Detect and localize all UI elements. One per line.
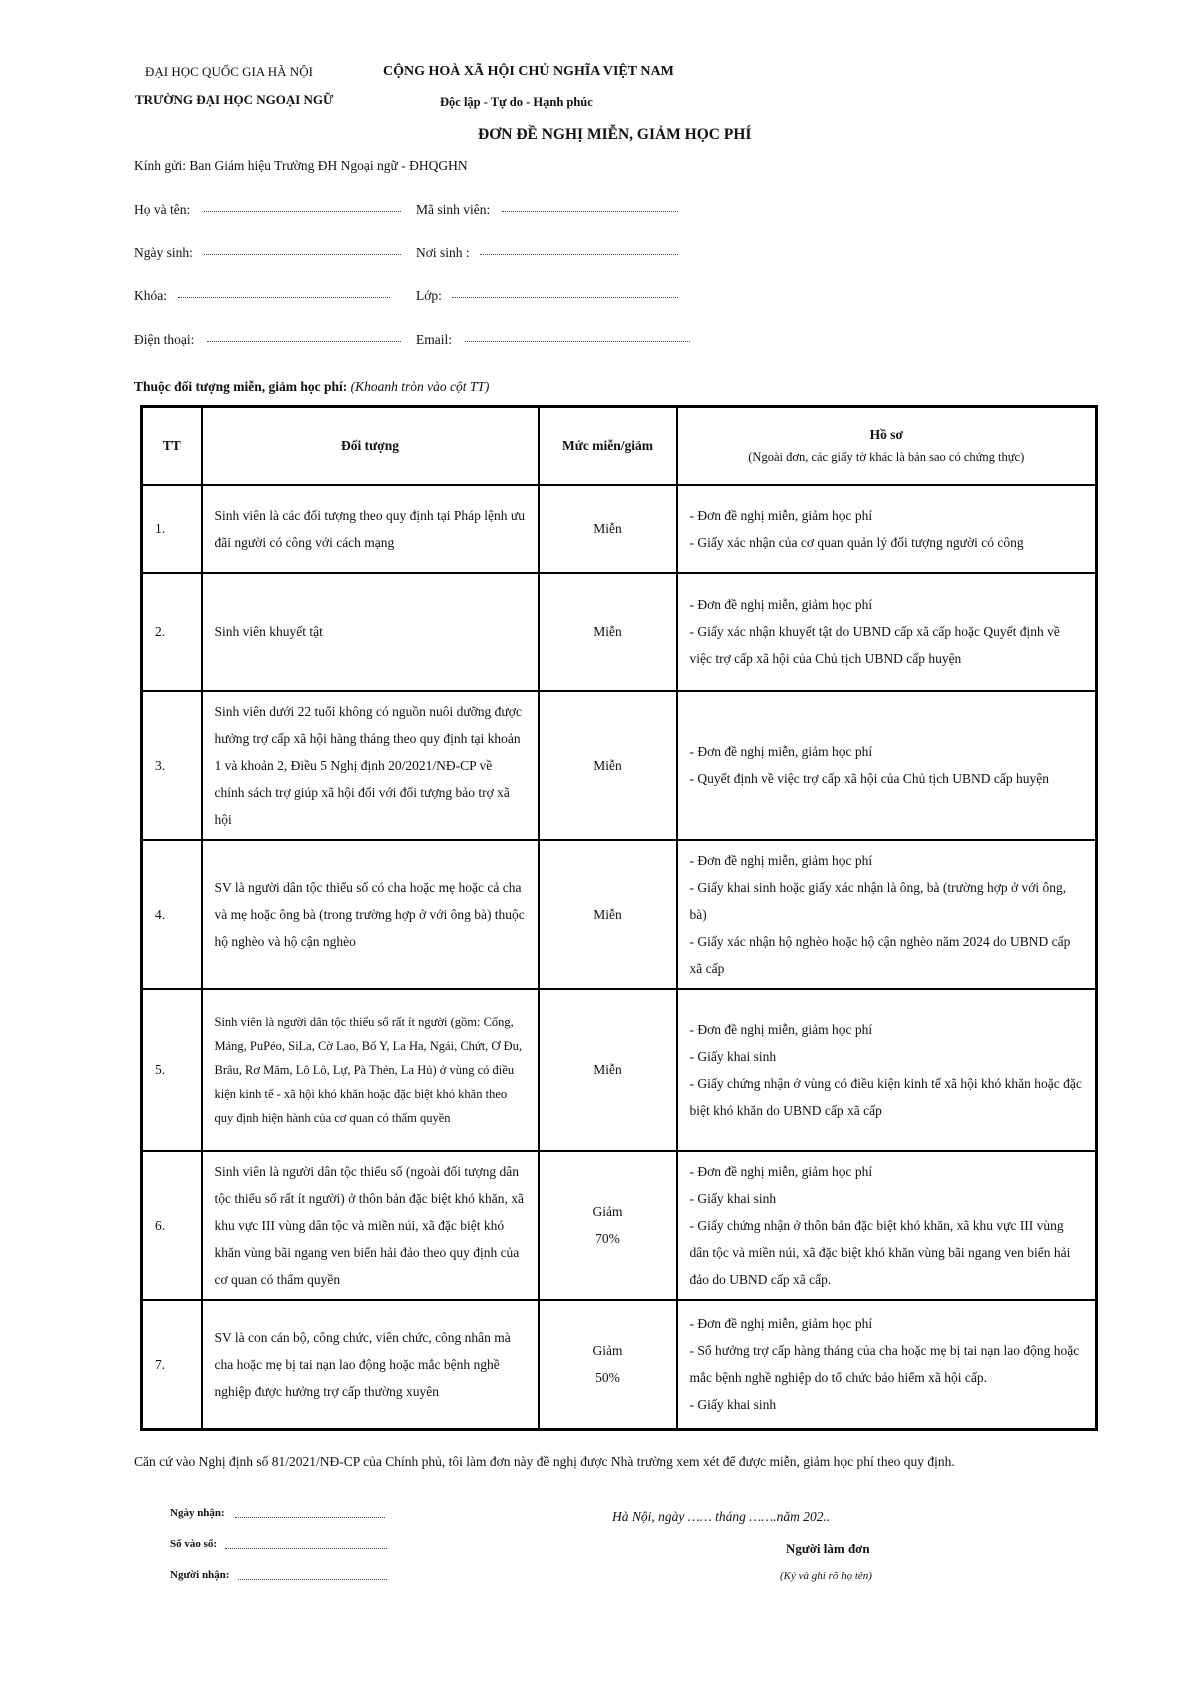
row-object: Sinh viên là người dân tộc thiểu số rất ít người (gồm: Cống, Mảng, PuPéo, SiLa, Cờ Lao, Bố Y, La Ha, Ngái, Chứt, Ơ Đu, Brâu, Rơ Măm, Lô Lô, Lự, Pà Thẻn, La Hủ) ở vùng có điều kiện kinh tế - xã hội khó khăn hoặc đặc biệt khó khăn theo quy định hiện hành của cơ quan có thẩm quyền [202, 989, 539, 1151]
fullname-field[interactable] [204, 211, 401, 212]
row-tt[interactable]: 3. [142, 691, 202, 840]
table-row[interactable] [142, 840, 1097, 989]
level-type: Giảm [592, 1204, 623, 1219]
level-percent: 70% [595, 1231, 620, 1246]
row-tt[interactable]: 2. [142, 573, 202, 691]
row-tt[interactable]: 7. [142, 1300, 202, 1430]
email-field[interactable] [465, 341, 690, 342]
dob-label: Ngày sinh: [134, 245, 193, 260]
section-note: (Khoanh tròn vào cột TT) [350, 379, 490, 394]
header-docs-title: Hồ sơ [869, 426, 903, 442]
doc-item: - Đơn đề nghị miễn, giảm học phí [689, 1021, 873, 1037]
receiver-label: Người nhận: [170, 1569, 230, 1581]
row-docs [677, 485, 1097, 573]
row-level [539, 1151, 677, 1300]
row-tt[interactable]: 6. [142, 1151, 202, 1300]
row-docs [677, 840, 1097, 989]
doc-item: - Đơn đề nghị miễn, giảm học phí [689, 1316, 873, 1332]
doc-item: - Giấy xác nhận hộ nghèo hoặc hộ cận nghèo năm 2024 do UBND cấp xã cấp [689, 933, 1071, 976]
level-percent: 50% [595, 1370, 620, 1386]
doc-item: - Đơn đề nghị miễn, giảm học phí [689, 744, 873, 759]
level-type: Giảm [592, 1343, 623, 1359]
closing-statement: Căn cứ vào Nghị định số 81/2021/NĐ-CP của Chính phủ, tôi làm đơn này đề nghị được Nhà trường xem xét để được miễn, giảm học phí theo quy định. [134, 1454, 955, 1469]
doc-item: - Đơn đề nghị miễn, giảm học phí [689, 507, 873, 523]
student-id-field[interactable] [502, 211, 678, 212]
row-level: Miễn [539, 840, 677, 989]
birthplace-field[interactable] [480, 254, 678, 255]
motto: Độc lập - Tự do - Hạnh phúc [440, 95, 593, 109]
class-field[interactable] [452, 297, 678, 298]
course-label: Khóa: [134, 288, 167, 303]
page-title: ĐƠN ĐỀ NGHỊ MIỄN, GIẢM HỌC PHÍ [478, 126, 752, 143]
addressee: Kính gửi: Ban Giám hiệu Trường ĐH Ngoại ngữ - ĐHQGHN [134, 158, 468, 173]
row-level [539, 1300, 677, 1430]
table-row[interactable] [142, 485, 1097, 573]
table-row[interactable] [142, 1300, 1097, 1430]
doc-item: - Đơn đề nghị miễn, giảm học phí [689, 852, 873, 868]
doc-item: - Giấy khai sinh [689, 1048, 777, 1064]
header-object: Đối tượng [202, 407, 539, 485]
doc-item: - Giấy khai sinh [689, 1190, 777, 1206]
entry-no-field[interactable] [225, 1548, 387, 1549]
header-docs [677, 407, 1097, 485]
place-date: Hà Nội, ngày …… tháng …….năm 202.. [612, 1509, 831, 1524]
entry-no-label: Số vào sổ: [170, 1538, 218, 1550]
table-row[interactable] [142, 1151, 1097, 1300]
eligibility-table [140, 405, 1098, 1431]
doc-item: - Đơn đề nghị miễn, giảm học phí [689, 597, 873, 612]
row-tt[interactable]: 4. [142, 840, 202, 989]
header-tt: TT [142, 407, 202, 485]
row-docs [677, 1151, 1097, 1300]
row-object: Sinh viên khuyết tật [202, 573, 539, 691]
receiver-field[interactable] [238, 1579, 387, 1580]
received-date-label: Ngày nhận: [170, 1507, 225, 1519]
doc-item: - Giấy xác nhận của cơ quan quản lý đối tượng người có công [689, 534, 1024, 550]
row-object: Sinh viên dưới 22 tuổi không có nguồn nuôi dưỡng được hưởng trợ cấp xã hội hàng tháng theo quy định tại khoản 1 và khoản 2, Điều 5 Nghị định 20/2021/NĐ-CP về chính sách trợ giúp xã hội đối với đối tượng bảo trợ xã hội [202, 691, 539, 840]
row-docs [677, 573, 1097, 691]
student-id-label: Mã sinh viên: [416, 202, 491, 217]
fullname-label: Họ và tên: [134, 202, 191, 217]
row-level: Miễn [539, 989, 677, 1151]
received-date-field[interactable] [235, 1517, 385, 1518]
university-name: ĐẠI HỌC QUỐC GIA HÀ NỘI [145, 64, 313, 79]
row-docs [677, 691, 1097, 840]
row-level: Miễn [539, 573, 677, 691]
phone-label: Điện thoại: [134, 332, 195, 347]
doc-item: - Đơn đề nghị miễn, giảm học phí [689, 1163, 873, 1179]
header-docs-note: (Ngoài đơn, các giấy tờ khác là bản sao có chứng thực) [748, 449, 1025, 464]
row-level: Miễn [539, 485, 677, 573]
doc-item: - Giấy chứng nhận ở vùng có điều kiện kinh tế xã hội khó khăn hoặc đặc biệt khó khăn do UBND cấp xã cấp [689, 1075, 1082, 1118]
section-heading [134, 379, 489, 395]
phone-field[interactable] [207, 341, 401, 342]
doc-item: - Giấy xác nhận khuyết tật do UBND cấp xã cấp hoặc Quyết định về việc trợ cấp xã hội của Chủ tịch UBND cấp huyện [689, 624, 1060, 666]
applicant-label: Người làm đơn [786, 1541, 870, 1556]
email-label: Email: [416, 332, 452, 347]
row-tt[interactable]: 5. [142, 989, 202, 1151]
row-object: Sinh viên là người dân tộc thiểu số (ngoài đối tượng dân tộc thiểu số rất ít người) ở thôn bản đặc biệt khó khăn, xã khu vực III vùng dân tộc và miền núi, xã đặc biệt khó khăn vùng bãi ngang ven biển hải đảo theo quy định của cơ quan có thẩm quyền [202, 1151, 539, 1300]
doc-item: - Sổ hưởng trợ cấp hàng tháng của cha hoặc mẹ bị tai nạn lao động hoặc mắc bệnh nghề nghiệp do tổ chức bảo hiểm xã hội cấp. [689, 1343, 1080, 1386]
doc-item: - Giấy khai sinh [689, 1397, 777, 1413]
course-field[interactable] [178, 297, 390, 298]
table-row[interactable] [142, 573, 1097, 691]
table-row[interactable] [142, 989, 1097, 1151]
class-label: Lớp: [416, 288, 442, 303]
row-object: Sinh viên là các đối tượng theo quy định tại Pháp lệnh ưu đãi người có công với cách mạng [202, 485, 539, 573]
row-object: SV là con cán bộ, công chức, viên chức, công nhân mà cha hoặc mẹ bị tai nạn lao động hoặc mắc bệnh nghề nghiệp được hưởng trợ cấp thường xuyên [202, 1300, 539, 1430]
row-tt[interactable]: 1. [142, 485, 202, 573]
table-row[interactable] [142, 691, 1097, 840]
doc-item: - Quyết định về việc trợ cấp xã hội của Chủ tịch UBND cấp huyện [689, 771, 1050, 786]
dob-field[interactable] [204, 254, 401, 255]
row-level: Miễn [539, 691, 677, 840]
table-header-row [142, 407, 1097, 485]
school-name: TRƯỜNG ĐẠI HỌC NGOẠI NGỮ [135, 92, 334, 107]
row-docs [677, 1300, 1097, 1430]
row-docs [677, 989, 1097, 1151]
section-label: Thuộc đối tượng miễn, giảm học phí: [134, 379, 348, 394]
doc-item: - Giấy chứng nhận ở thôn bản đặc biệt khó khăn, xã khu vực III vùng dân tộc và miền núi, xã đặc biệt khó khăn vùng bãi ngang ven biển hải đảo do UBND cấp xã cấp. [689, 1217, 1071, 1287]
birthplace-label: Nơi sinh : [416, 245, 470, 260]
row-object: SV là người dân tộc thiểu số có cha hoặc mẹ hoặc cả cha và mẹ hoặc ông bà (trong trường hợp ở với ông bà) thuộc hộ nghèo và hộ cận nghèo [202, 840, 539, 989]
doc-item: - Giấy khai sinh hoặc giấy xác nhận là ông, bà (trường hợp ở với ông, bà) [689, 879, 1067, 922]
sign-note: (Ký và ghi rõ họ tên) [780, 1570, 872, 1582]
country-name: CỘNG HOÀ XÃ HỘI CHỦ NGHĨA VIỆT NAM [383, 64, 674, 79]
header-level: Mức miễn/giảm [539, 407, 677, 485]
